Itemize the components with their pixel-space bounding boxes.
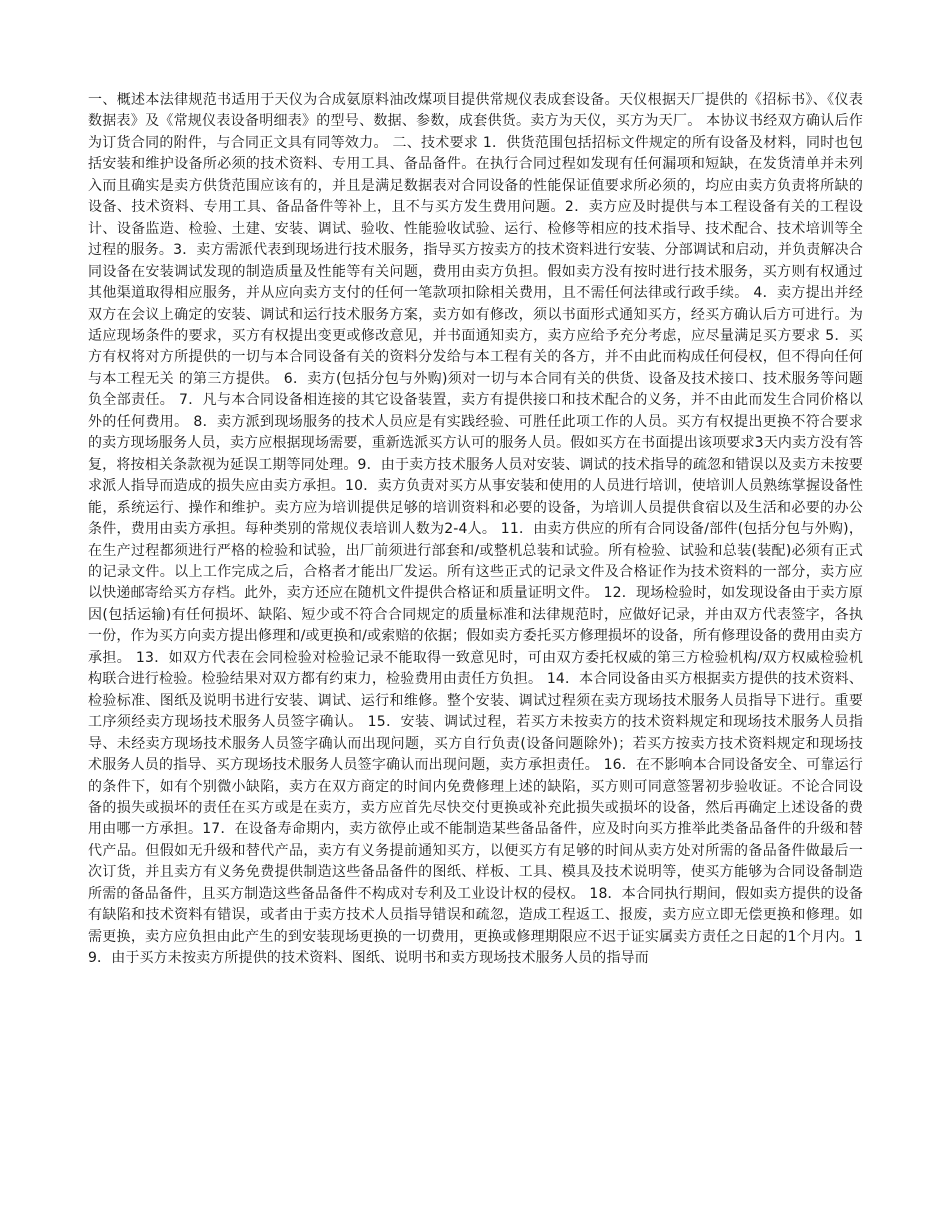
document-page	[88, 90, 863, 970]
document-body-text: 一、概述本法律规范书适用于天仪为合成氨原料油改煤项目提供常规仪表成套设备。天仪根据天厂提供的《招标书》、《仪表数据表》及《常规仪表设备明细表》的型号、数据、参数，成套供货。卖方为天仪，买方为天厂。 本协议书经双方确认后作为订货合同的附件，与合同正文具有同等效力。 二、技术要求 1．供货范围包括招标文件规定的所有设备及材料，同时也包括安装和维护设备所必须的技术资料、专用工具、备品备件。在执行合同过程如发现有任何漏项和短缺，在发货清单并未列入而且确实是卖方供货范围应该有的，并且是满足数据表对合同设备的性能保证值要求所必须的，均应由卖方负责将所缺的设备、技术资料、专用工具、备品备件等补上，且不与买方发生费用问题。2．卖方应及时提供与本工程设备有关的工程设计、设备监造、检验、土建、安装、调试、验收、性能验收试验、运行、检修等相应的技术指导、技术配合、技术培训等全过程的服务。3．卖方需派代表到现场进行技术服务，指导买方按卖方的技术资料进行安装、分部调试和启动，并负责解决合同设备在安装调试发现的制造质量及性能等有关问题，费用由卖方负担。假如卖方没有按时进行技术服务，买方则有权通过其他渠道取得相应服务，并从应向卖方支付的任何一笔款项扣除相关费用，且不需任何法律或行政手续。 4．卖方提出并经双方在会议上确定的安装、调试和运行技术服务方案，卖方如有修改，须以书面形式通知买方，经买方确认后方可进行。为适应现场条件的要求，买方有权提出变更或修改意见，并书面通知卖方，卖方应给予充分考虑，应尽量满足买方要求 5．买方有权将对方所提供的一切与本合同设备有关的资料分发给与本工程有关的各方，并不由此而构成任何侵权，但不得向任何与本工程无关 的第三方提供。 6．卖方(包括分包与外购)须对一切与本合同有关的供货、设备及技术接口、技术服务等问题负全部责任。 7．凡与本合同设备相连接的其它设备装置，卖方有提供接口和技术配合的义务，并不由此而发生合同价格以外的任何费用。 8．卖方派到现场服务的技术人员应是有实践经验、可胜任此项工作的人员。买方有权提出更换不符合要求的卖方现场服务人员，卖方应根据现场需要，重新选派买方认可的服务人员。假如买方在书面提出该项要求3天内卖方没有答复，将按相关条款视为延误工期等同处理。9．由于卖方技术服务人员对安装、调试的技术指导的疏忽和错误以及卖方未按要求派人指导而造成的损失应由卖方承担。10．卖方负责对买方从事安装和使用的人员进行培训，使培训人员熟练掌握设备性能，系统运行、操作和维护。卖方应为培训提供足够的培训资料和必要的设备，为培训人员提供食宿以及生活和必要的办公条件，费用由卖方承担。每种类别的常规仪表培训人数为2-4人。 11．由卖方供应的所有合同设备/部件(包括分包与外购)，在生产过程都须进行严格的检验和试验，出厂前须进行部套和/或整机总装和试验。所有检验、试验和总装(装配)必须有正式的记录文件。以上工作完成之后，合格者才能出厂发运。所有这些正式的记录文件及合格证作为技术资料的一部分，卖方应以快递邮寄给买方存档。此外，卖方还应在随机文件提供合格证和质量证明文件。 12．现场检验时，如发现设备由于卖方原因(包括运输)有任何损坏、缺陷、短少或不符合合同规定的质量标准和法律规范时，应做好记录，并由双方代表签字，各执一份，作为买方向卖方提出修理和/或更换和/或索赔的依据；假如卖方委托买方修理损坏的设备，所有修理设备的费用由卖方承担。 13．如双方代表在会同检验对检验记录不能取得一致意见时，可由双方委托权威的第三方检验机构/双方权威检验机构联合进行检验。检验结果对双方都有约束力，检验费用由责任方负担。 14．本合同设备由买方根据卖方提供的技术资料、检验标准、图纸及说明书进行安装、调试、运行和维修。整个安装、调试过程须在卖方现场技术服务人员指导下进行。重要工序须经卖方现场技术服务人员签字确认。 15．安装、调试过程，若买方未按卖方的技术资料规定和现场技术服务人员指导、未经卖方现场技术服务人员签字确认而出现问题，买方自行负责(设备问题除外)；若买方按卖方技术资料规定和现场技术服务人员的指导、买方现场技术服务人员签字确认而出现问题，卖方承担责任。 16．在不影响本合同设备安全、可靠运行的条件下，如有个别微小缺陷，卖方在双方商定的时间内免费修理上述的缺陷，买方则可同意签署初步验收证。不论合同设备的损失或损坏的责任在买方或是在卖方，卖方应首先尽快交付更换或补充此损失或损坏的设备，然后再确定上述设备的费用由哪一方承担。17．在设备寿命期内，卖方欲停止或不能制造某些备品备件，应及时向买方推举此类备品备件的升级和替代产品。但假如无升级和替代产品，卖方有义务提前通知买方，以便买方有足够的时间从卖方处对所需的备品备件做最后一次订货，并且卖方有义务免费提供制造这些备品备件的图纸、样板、工具、模具及技术说明等，使买方能够为合同设备制造所需的备品备件，且买方制造这些备品备件不构成对专利及工业设计权的侵权。 18．本合同执行期间，假如卖方提供的设备有缺陷和技术资料有错误，或者由于卖方技术人员指导错误和疏忽，造成工程返工、报废，卖方应立即无偿更换和修理。如需更换，卖方应负担由此产生的到安装现场更换的一切费用，更换或修理期限应不迟于证实属卖方责任之日起的1个月内。19．由于买方未按卖方所提供的技术资料、图纸、说明书和卖方现场技术服务人员的指导而	[88, 92, 863, 967]
